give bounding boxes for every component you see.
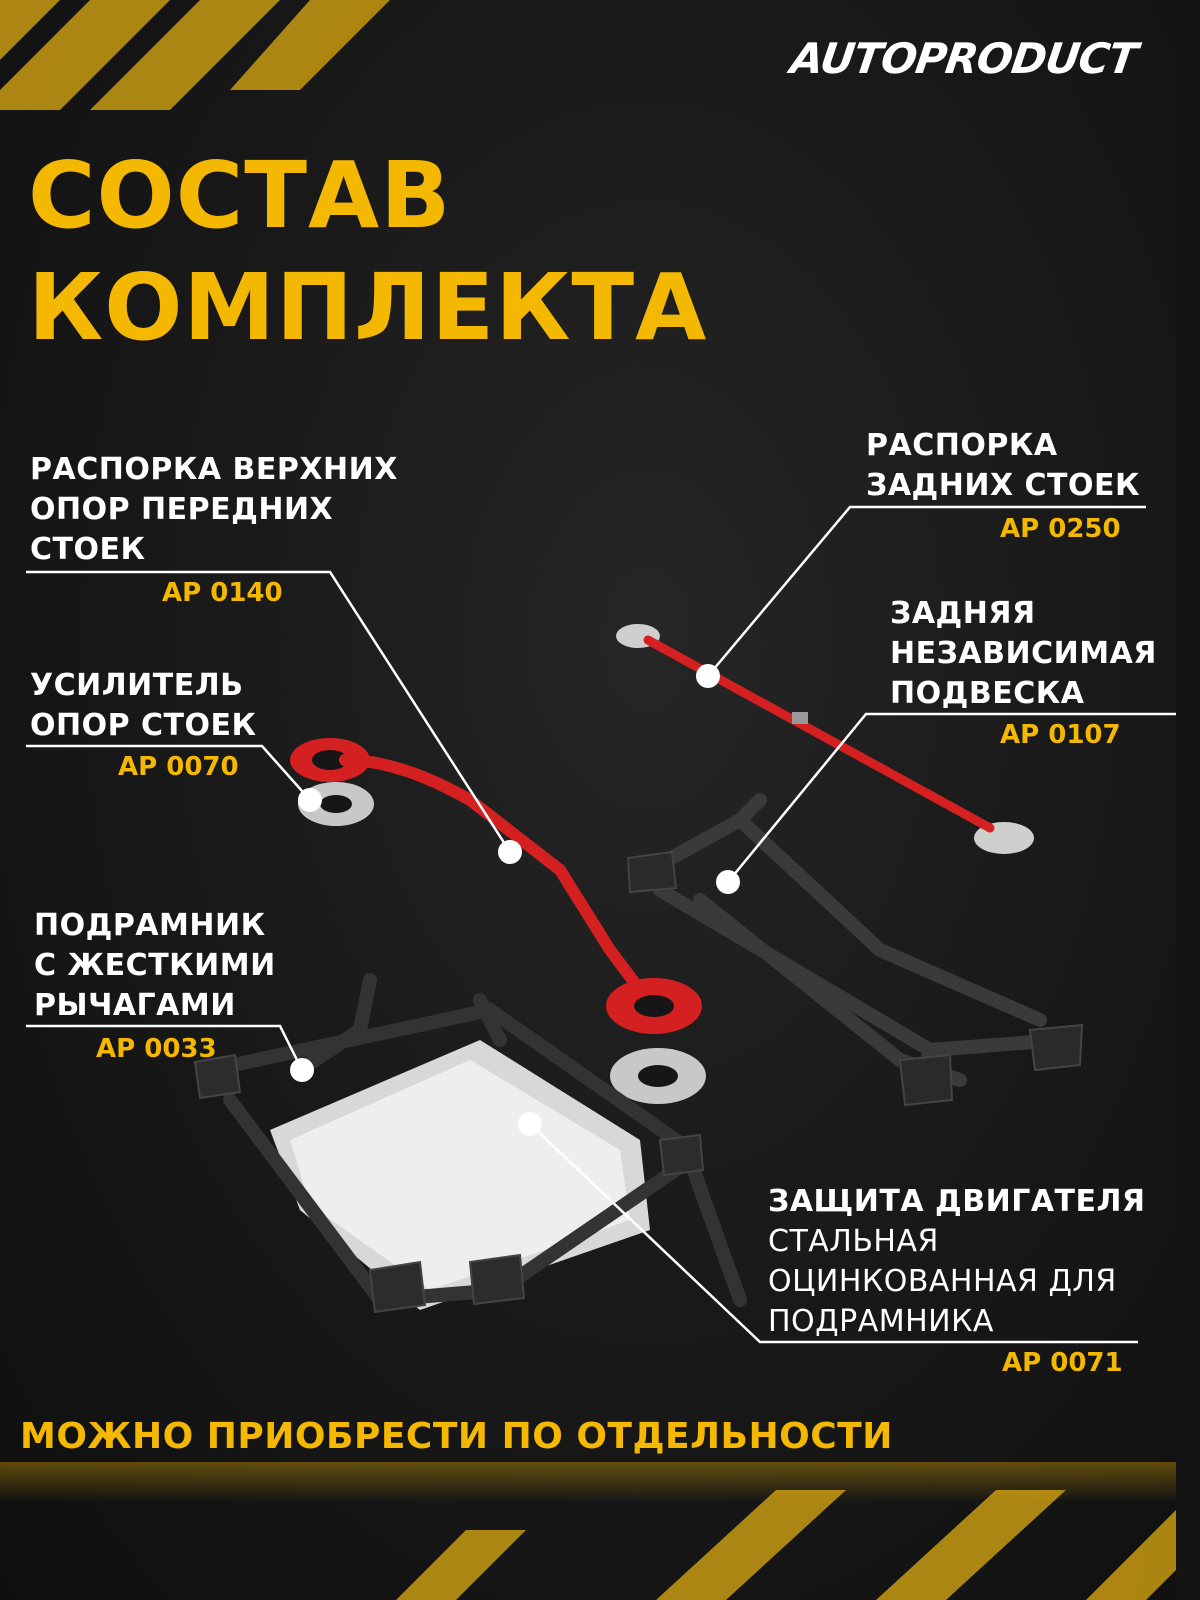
label-line: СТАЛЬНАЯ	[768, 1224, 939, 1259]
code-strut-reinforcement: AP 0070	[118, 752, 239, 782]
label-rear-strut-bar	[866, 426, 1140, 506]
label-line: ОЦИНКОВАННАЯ ДЛЯ	[768, 1264, 1117, 1299]
label-line: ПОДРАМНИКА	[768, 1304, 994, 1339]
footer-note: МОЖНО ПРИОБРЕСТИ ПО ОТДЕЛЬНОСТИ	[20, 1416, 893, 1457]
label-line: РАСПОРКА ВЕРХНИХ	[30, 452, 398, 487]
brand-logo: AUTOPRODUCT	[787, 34, 1140, 83]
front-strut-bar-art	[290, 738, 706, 1104]
code-subframe: AP 0033	[96, 1034, 217, 1064]
label-rear-suspension	[890, 594, 1157, 714]
label-title: ЗАЩИТА ДВИГАТЕЛЯ	[768, 1184, 1146, 1219]
label-line: СТОЕК	[30, 532, 146, 567]
label-line: ЗАДНИХ СТОЕК	[866, 468, 1141, 503]
label-subframe	[34, 906, 276, 1026]
label-line: С ЖЕСТКИМИ	[34, 948, 276, 983]
label-line: ПОДРАМНИК	[34, 908, 266, 943]
label-line: ПОДВЕСКА	[890, 676, 1085, 711]
code-rear-strut-bar: AP 0250	[1000, 514, 1121, 544]
code-engine-skid-plate: AP 0071	[1002, 1348, 1123, 1378]
label-line: ОПОР ПЕРЕДНИХ	[30, 492, 334, 527]
label-engine-skid-plate	[768, 1182, 1146, 1342]
label-line: РЫЧАГАМИ	[34, 988, 236, 1023]
headline-line-1: СОСТАВ	[28, 142, 452, 249]
label-line: ЗАДНЯЯ	[890, 596, 1036, 631]
label-line: РАСПОРКА	[866, 428, 1058, 463]
label-front-strut-bar	[30, 450, 398, 570]
code-front-strut-bar: AP 0140	[162, 578, 283, 608]
code-rear-suspension: AP 0107	[1000, 720, 1121, 750]
label-line: УСИЛИТЕЛЬ	[30, 668, 244, 703]
label-line: ОПОР СТОЕК	[30, 708, 257, 743]
headline-line-2: КОМПЛЕКТА	[28, 254, 708, 361]
label-strut-reinforcement	[30, 666, 257, 746]
label-line: НЕЗАВИСИМАЯ	[890, 636, 1157, 671]
footer-glow	[0, 1462, 1176, 1502]
